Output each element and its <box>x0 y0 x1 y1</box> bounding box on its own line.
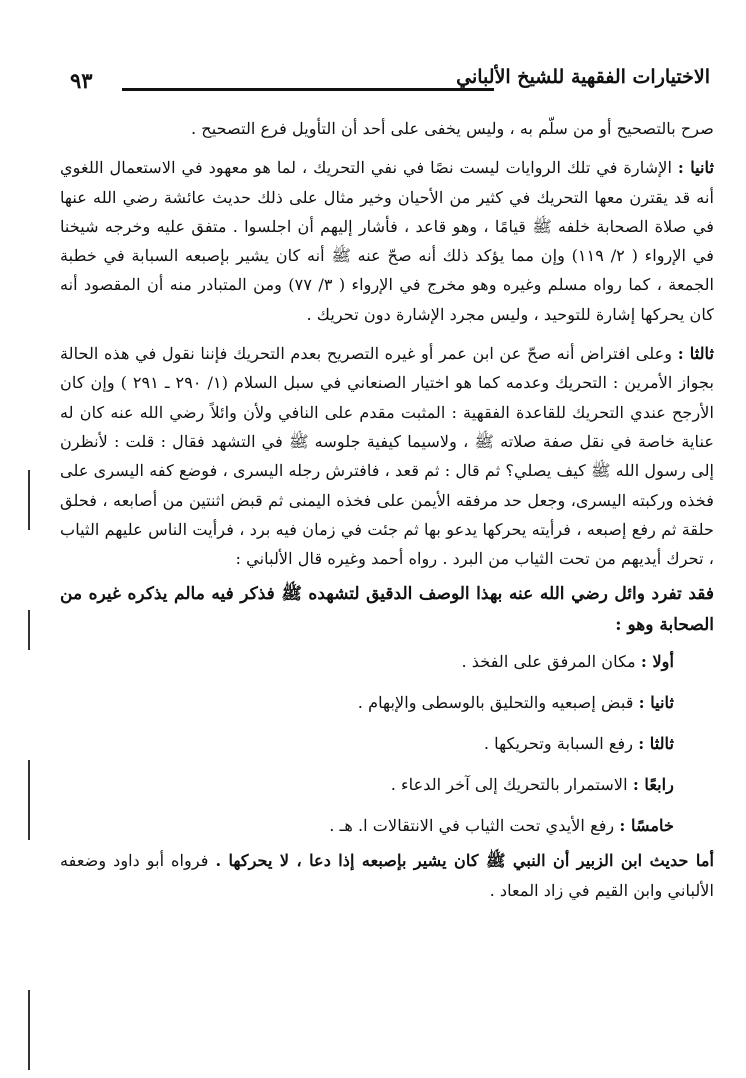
list-item <box>60 805 714 846</box>
paragraph-text: الإشارة في تلك الروايات ليست نصًا في نفي التحريك ، لما هو معهود في الاستعمال اللغوي أنه قد يقترن معها التحريك في كثير من الأحيان وخير مثال على ذلك حديث عائشة رضي الله عنها في صلاة الصحابة خلفه ﷺ قيامًا ، وهو قاعد ، فأشار إليهم أن اجلسوا . متفق عليه وخرجه شيخنا في الإرواء ( ٢/ ١١٩) وإن مما يؤكد ذلك أنه صحّ عنه ﷺ أنه كان يشير بإصبعه السبابة في خطبة الجمعة ، كما رواه مسلم وغيره وهو مخرج في الإرواء ( ٣/ ٧٧) ومن المتبادر منه أن المقصود أنه كان يحركها إشارة للتوحيد ، وليس مجرد الإشارة دون تحريك . <box>60 158 714 324</box>
paragraph-intro <box>60 114 714 143</box>
paragraph-text: صرح بالتصحيح أو من سلّم به ، وليس يخفى على أحد أن التأويل فرع التصحيح . <box>190 119 714 138</box>
list-item-lead: ثانيا : <box>638 693 674 713</box>
margin-mark <box>28 470 30 530</box>
margin-mark <box>28 990 30 1070</box>
paragraph-lead: ثالثا : <box>677 344 714 364</box>
paragraph-secondly <box>60 153 714 329</box>
list-item-lead: رابعًا : <box>632 775 674 795</box>
paragraph-thirdly <box>60 339 714 573</box>
paragraph-final <box>60 846 714 905</box>
list-item-text: مكان المرفق على الفخذ . <box>461 652 641 672</box>
list-item <box>60 641 714 682</box>
list-item-text: الاستمرار بالتحريك إلى آخر الدعاء . <box>390 775 633 795</box>
page-body <box>60 114 714 905</box>
list-item-text: قبض إصبعيه والتحليق بالوسطى والإبهام . <box>357 693 639 713</box>
paragraph-text: وعلى افتراض أنه صحّ عن ابن عمر أو غيره التصريح بعدم التحريك فإننا نقول في هذه الحالة بجواز الأمرين : التحريك وعدمه كما هو اختيار الصنعاني في سبل السلام (١/ ٢٩٠ ـ ٢٩١ ) وإن كان الأرجح عندي التحريك للقاعدة الفقهية : المثبت مقدم على النافي ولأن وائلاً رضي الله عنه كان له عناية خاصة في نقل صفة صلاته ﷺ ، ولاسيما كيفية جلوسه ﷺ في التشهد فقال : قلت : لأنظرن إلى رسول الله ﷺ كيف يصلي؟ ثم قال : ثم قعد ، فافترش رجله اليسرى ، فوضع كفه اليسرى على فخذه وركبته اليسرى، وجعل حد مرفقه الأيمن على فخذه اليمنى ثم قبض اثنتين من أصابعه ، فحلق حلقة ثم رفع إصبعه ، فرأيته يحركها يدعو بها ثم جئت في زمان فيه برد ، فرأيت الناس عليهم الثياب ، تحرك أيديهم من تحت الثياب من البرد . رواه أحمد وغيره قال الألباني : <box>60 344 714 569</box>
margin-mark <box>28 760 30 840</box>
list-item <box>60 682 714 723</box>
list-item-text: رفع السبابة وتحريكها . <box>483 734 639 754</box>
paragraph-text: فقد تفرد وائل رضي الله عنه بهذا الوصف الدقيق لتشهده ﷺ فذكر فيه مالم يذكره غيره من الصحابة وهو : <box>60 584 714 636</box>
header-title: الاختيارات الفقهية للشيخ الألباني <box>456 66 710 88</box>
paragraph-summary <box>60 579 714 641</box>
list-item-text: رفع الأيدي تحت الثياب في الانتقالات ا. هـ . <box>329 816 620 836</box>
list-item <box>60 723 714 764</box>
header-rule <box>122 88 494 91</box>
paragraph-lead: أما حديث ابن الزبير أن النبي ﷺ كان يشير بإصبعه إذا دعا ، لا يحركها . <box>215 851 714 871</box>
list-item-lead: ثالثا : <box>638 734 674 754</box>
points-list <box>60 641 714 846</box>
list-item <box>60 764 714 805</box>
paragraph-text: فرواه أبو داود وضعفه الألباني وابن القيم في زاد المعاد . <box>60 851 714 900</box>
running-header <box>70 66 710 100</box>
list-item-lead: أولا : <box>640 652 674 672</box>
margin-mark <box>28 610 30 650</box>
paragraph-lead: ثانيا : <box>677 158 714 178</box>
list-item-lead: خامسًا : <box>619 816 674 836</box>
page-number: ٩٣ <box>70 68 93 93</box>
